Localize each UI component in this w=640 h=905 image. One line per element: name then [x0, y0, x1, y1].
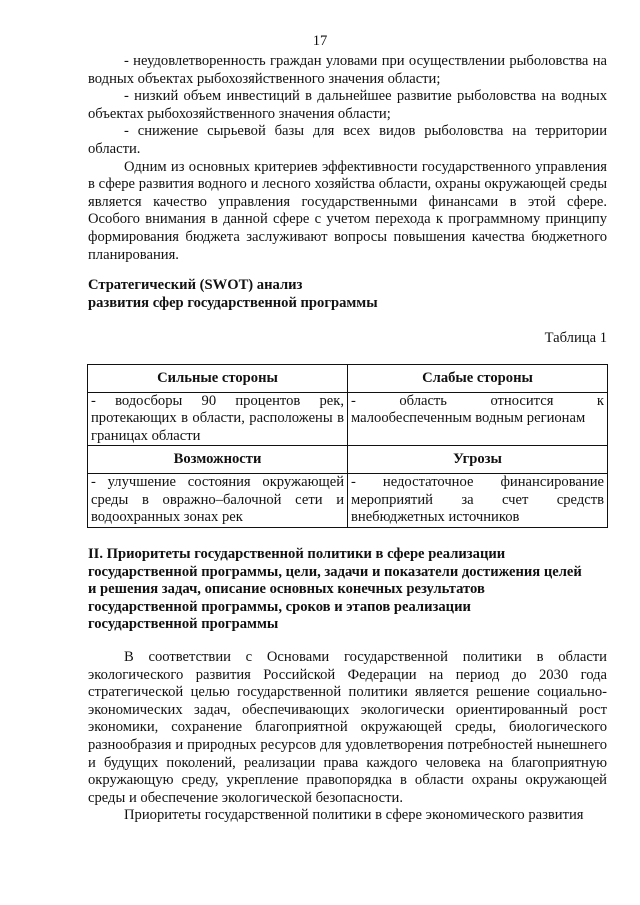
table-label: Таблица 1 — [544, 330, 607, 346]
opportunities-header: Возможности — [88, 446, 348, 474]
threats-header: Угрозы — [348, 446, 608, 474]
strengths-header: Сильные стороны — [88, 365, 348, 393]
threats-cell: - недостаточное финансирование мероприятий за счет средств внебюджетных источников — [348, 473, 608, 527]
swot-table — [87, 364, 608, 528]
swot-heading — [88, 277, 607, 312]
section-2-heading-line-5: государственной программы — [88, 616, 279, 633]
table-row — [88, 473, 608, 527]
swot-heading-line-2: развития сфер государственной программы — [88, 294, 378, 311]
table-row — [88, 392, 608, 446]
section-2-text-block — [88, 649, 607, 825]
section-2-heading-line-3: и решения задач, описание основных конечных результатов — [88, 581, 485, 598]
table-row — [88, 446, 608, 474]
priorities-paragraph: Приоритеты государственной политики в сфере экономического развития — [124, 807, 584, 824]
policy-paragraph: В соответствии с Основами государственной политики в области экологического развития Российской Федерации на период до 2030 года стратегической целью государственной политики является решение социально-экономических задач, обеспечивающих экологически ориентированный рост экономики, сохранение благоприятной окружающей среды, биологического разнообразия и природных ресурсов для удовлетворения потребностей нынешнего и будущих поколений, реализации права каждого человека на благоприятную окружающую среду, укрепление правопорядка в области охраны окружающей среды и обеспечение экологической безопасности. — [88, 649, 607, 806]
swot-heading-line-1: Стратегический (SWOT) анализ — [88, 277, 303, 293]
strengths-cell: - водосборы 90 процентов рек, протекающих в области, расположены в границах области — [88, 392, 348, 446]
bullet-paragraph-1: - неудовлетворенность граждан уловами при осуществлении рыболовства на водных объектах рыбохозяйственного значения области; — [88, 53, 607, 87]
bullet-paragraph-3: - снижение сырьевой базы для всех видов рыболовства на территории области. — [88, 123, 607, 157]
section-2-heading — [88, 546, 607, 634]
criteria-paragraph: Одним из основных критериев эффективности государственного управления в сфере развития водного и лесного хозяйства области, охраны окружающей среды является качество управления государственными финансами в этой сфере. Особого внимания в данной сфере с учетом перехода к программному принципу формирования бюджета заслуживают вопросы повышения качества бюджетного планирования. — [88, 158, 607, 263]
table-row — [88, 365, 608, 393]
bullet-paragraph-2: - низкий объем инвестиций в дальнейшее развитие рыболовства на водных объектах рыбохозяйственного значения области; — [88, 88, 607, 122]
section-2-heading-line-4: государственной программы, сроков и этапов реализации — [88, 598, 471, 615]
opportunities-cell: - улучшение состояния окружающей среды в овражно–балочной сети и водоохранных зонах рек — [88, 473, 348, 527]
section-2-heading-line-2: государственной программы, цели, задачи и показатели достижения целей — [88, 563, 582, 580]
section-2-heading-line-1: II. Приоритеты государственной политики в сфере реализации — [88, 546, 506, 562]
page-number: 17 — [312, 33, 328, 49]
intro-text-block — [88, 53, 607, 264]
weaknesses-cell: - область относится к малообеспеченным водным регионам — [348, 392, 608, 446]
weaknesses-header: Слабые стороны — [348, 365, 608, 393]
